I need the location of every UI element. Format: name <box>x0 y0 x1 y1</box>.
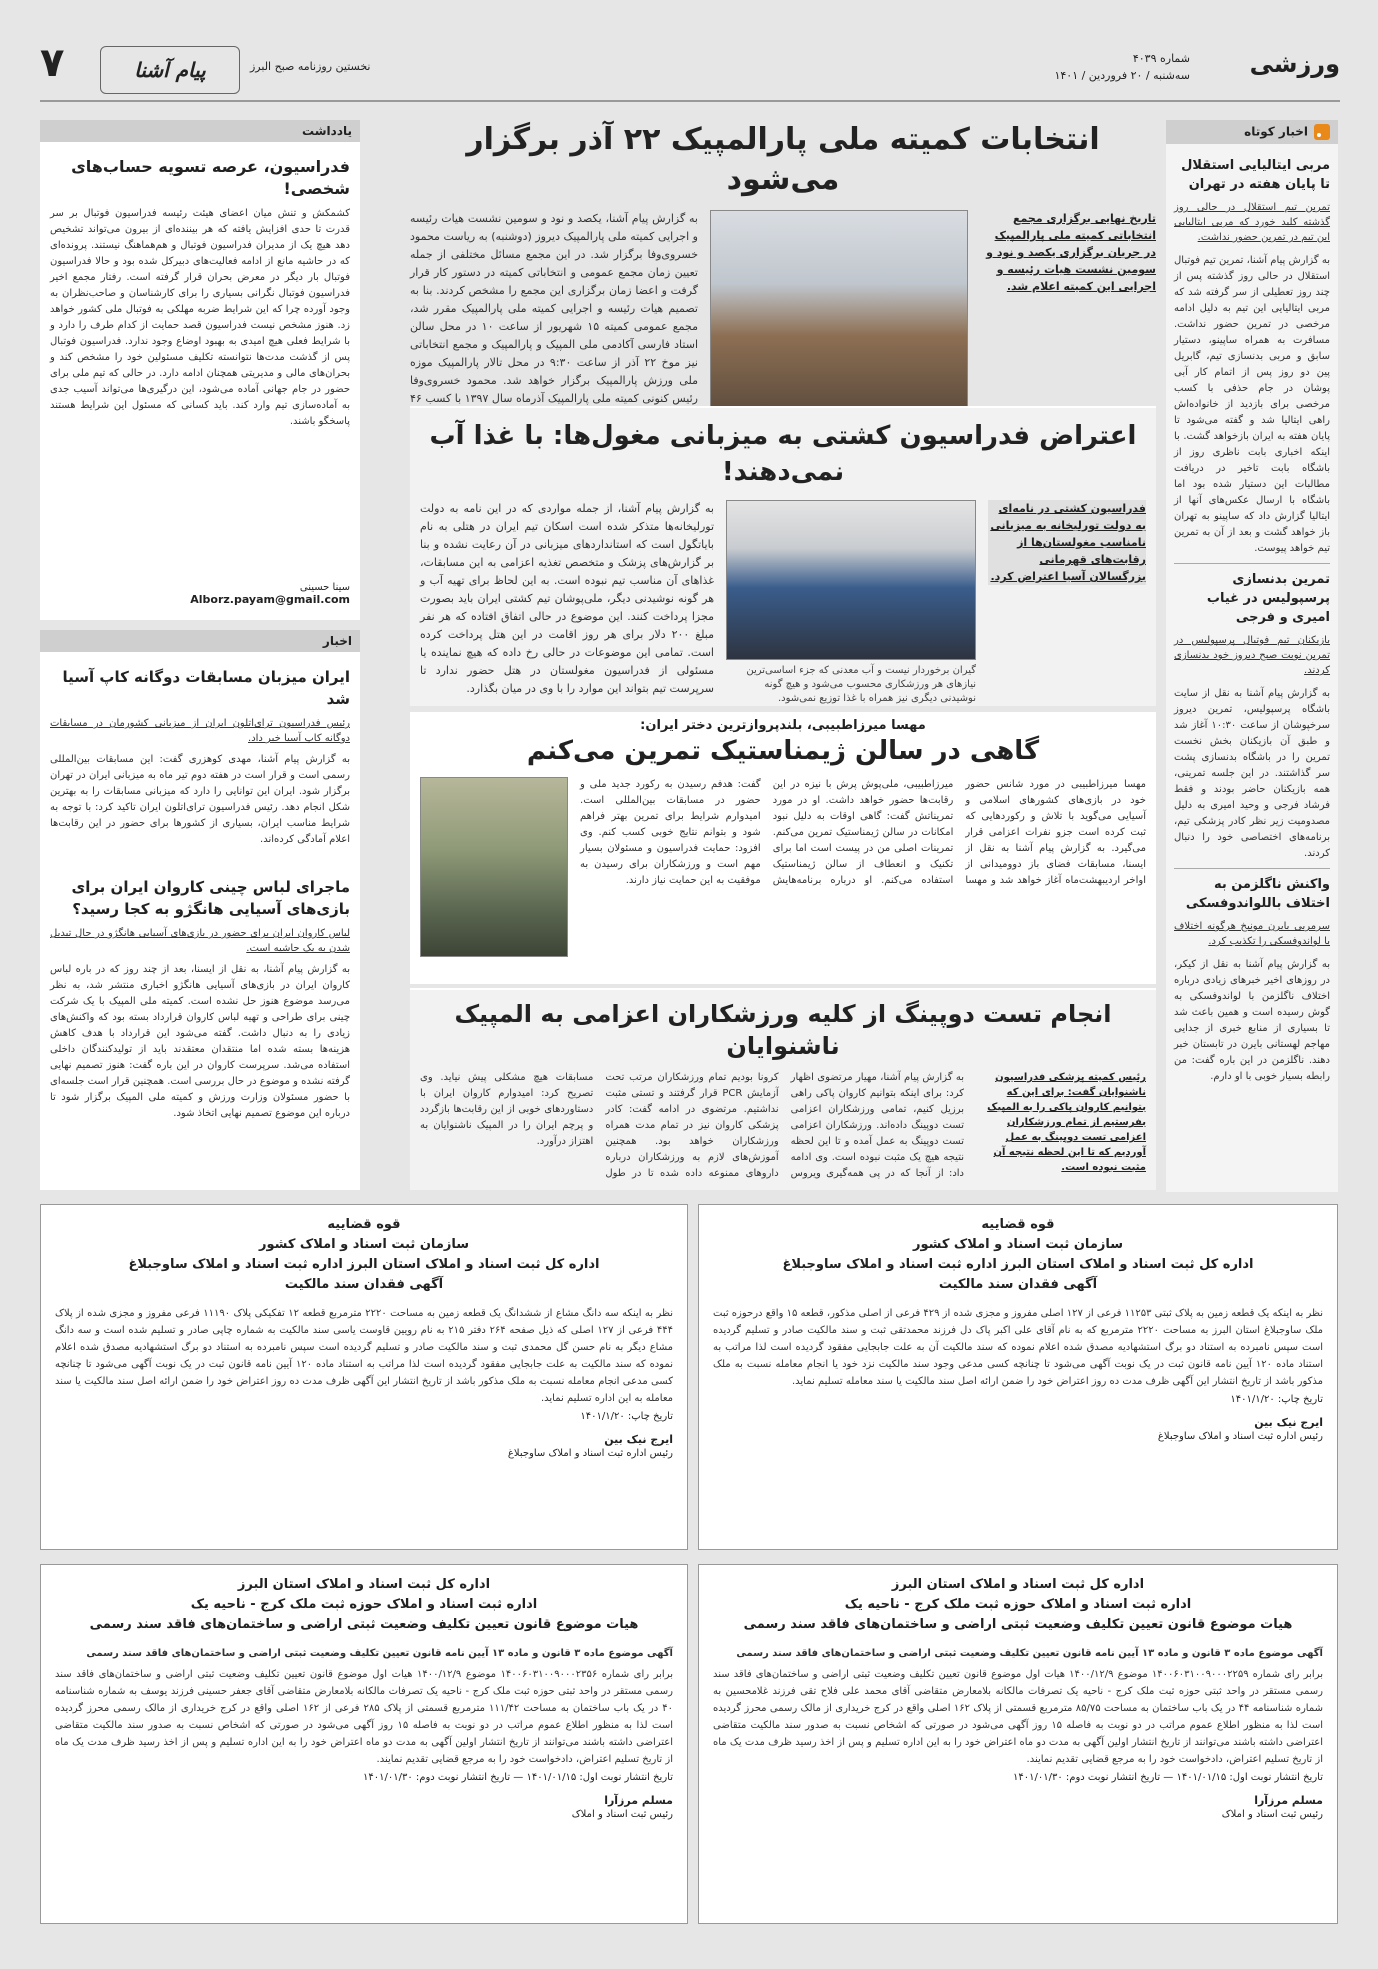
divider <box>1174 563 1330 564</box>
ad-4-dept: هیات موضوع قانون تعیین تکلیف وضعیت ثبتی اراضی و ساختمان‌های فاقد سند رسمی <box>89 1617 639 1632</box>
opinion-author: سینا حسینی <box>299 582 350 593</box>
brief-2-lead: بازیکنان تیم فوتبال پرسپولیس در تمرین نوبت صبح دیروز خود بدنسازی کردند. <box>1174 635 1330 676</box>
ad-1-org: قوه قضاییه <box>981 1217 1055 1232</box>
ad-1-text: نظر به اینکه یک قطعه زمین به پلاک ثبتی ۱۱۲۵۳ فرعی از ۱۲۷ اصلی مفروز و مجزی شده از ۴۲۹ فرعی از اصلی مذکور، قطعه ۱۵ واقع درحوزه ثبت ملک ساوجبلاغ استان البرز به مساحت ۲۲۲۰ مترمربع که به نام آقای علی اکبر پاک دل فرزند محمدتقی ثبت و سند مالکیت صادر و تسلیم گردیده است سپس نامبرده به استناد دو برگ استشهادیه مصدق شده اعلام نموده که سند مالکیت آن به علت جابجایی مفقود گردیده است لذا مراتب به استناد ماده ۱۲۰ آیین نامه قانون ثبت در یک نوبت آگهی می‌شود تا چنانچه کسی مدعی وجود سند مالکیت نزد خود یا انجام معامله نسبت به ملک مذکور باشد از تاریخ انتشار این آگهی ظرف مدت ده روز اعتراض خود را ضمن ارائه اصل سند مالکیت یا سند معامله تسلیم نماید. <box>713 1308 1324 1387</box>
ad-1-sub: سازمان ثبت اسناد و املاک کشور <box>912 1237 1124 1252</box>
brief-3-lead: سرمربی بایرن مونیخ هرگونه اختلاف با لواندوفسکی را تکذیب کرد. <box>1174 921 1330 947</box>
brief-column <box>1166 120 1338 1192</box>
ad-2-title: آگهی فقدان سند مالکیت <box>284 1277 444 1292</box>
issue-number: شماره ۴۰۳۹ <box>1132 52 1190 65</box>
news-2-text: به گزارش پیام آشنا، به نقل از ایسنا، بعد از چند روز که در باره لباس کاروان ایران در بازی‌های آسیایی هانگژو اخباری منتشر شد، به نظر می‌رسد موضوع هنوز حل نشده است. کمیته ملی المپیک با یک شرکت چینی برای طراحی و تهیه لباس کاروان قرارداد بسته بود که واکنش‌های زیادی را به دنبال داشت. گفته می‌شود این قرارداد با هدف کاهش هزینه‌ها بسته شده اما منتقدان معتقدند باید از تولیدکنندگان داخلی استفاده می‌شد. سرپرست کاروان در این باره گفت: هنوز تصمیم نهایی گرفته نشده و موضوع در حال بررسی است. همچنین قرار است جلسه‌ای با حضور مسئولان وزارت ورزش و کمیته ملی المپیک برگزار شود تا درباره این موضوع تصمیم نهایی اتخاذ شود. <box>50 964 350 1119</box>
brief-3-title: واکنش ناگلزمن به اختلاف باللواندوفسکی <box>1185 877 1330 911</box>
issue-info <box>1054 50 1190 84</box>
article-4-lead: رئیس کمیته پزشکی فدراسیون ناشنوایان گفت: برای این که بتوانیم کاروان پاکی را به المپیک بفرستیم از تمام ورزشکاران اعزامی تست دوپینگ به عمل آوردیم که تا این لحظه نتیجه آن مثبت نبوده است. <box>987 1072 1146 1173</box>
ad-3-org: اداره کل ثبت اسناد و املاک استان البرز <box>891 1577 1145 1592</box>
newspaper-logo: پیام آشنا <box>100 46 240 94</box>
opinion-title: فدراسیون، عرصه تسویه حساب‌های شخصی! <box>71 157 350 198</box>
article-1-text: به گزارش پیام آشنا، یکصد و نود و سومین نشست هیات رئیسه و اجرایی کمیته ملی پارالمپیک دیروز (دوشنبه) به ریاست محمود خسروی‌وفا برگزار شد. در این مجمع مسائل مختلفی از جمله تعیین زمان مجمع عمومی و انتخاباتی کمیته در دستور کار قرار گرفت و اعضا زمان برگزاری این مجمع را مشخص کردند. بنا به تصمیم هیات رئیسه و اجرایی کمیته ملی پارالمپیک مقرر شد، مجمع عمومی کمیته ۱۵ شهریور از ساعت ۱۰ در محل سالن استاد فارسی آکادمی ملی المپیک و پارالمپیک و مجمع انتخاباتی نیز موخ ۲۲ آذر از ساعت ۹:۳۰ در محل تالار پارالمپیک موزه ملی ورزش پارالمپیک برگزار خواهد شد. محمود خسروی‌وفا رئیس کنونی کمیته ملی پارالمپیک آذرماه سال ۱۳۹۷ با کسب ۴۶ <box>410 212 698 405</box>
article-1-lead: تاریخ نهایی برگزاری مجمع انتخاباتی کمیته ملی پارالمپیک در جریان برگزاری یکصد و نود و سومین نشست هیات رئیسه و اجرایی این کمیته اعلام شد. <box>986 212 1156 293</box>
article-3-headline: گاهی در سالن ژیمناستیک تمرین می‌کنم <box>526 736 1040 766</box>
ad-2-org: قوه قضاییه <box>327 1217 401 1232</box>
divider <box>1174 868 1330 869</box>
ad-2-signer-title: رئیس اداره ثبت اسناد و املاک ساوجبلاغ <box>507 1448 673 1459</box>
news-1-text: به گزارش پیام آشنا، مهدی کوهزری گفت: این مسابقات بین‌المللی رسمی است و قرار است در هفته دوم تیر ماه به میزبانی ایران در تهران برگزار شود. ایران این توانایی را دارد که میزبانی مسابقات را به بهترین شکل انجام دهد. رئیس فدراسیون ترای‌اتلون ایران تاکید کرد: با توجه به شرایط مناسب ایران، بسیاری از کشورها برای حضور در این رقابت‌ها اعلام آمادگی کرده‌اند. <box>50 754 350 845</box>
ad-3-dept: هیات موضوع قانون تعیین تکلیف وضعیت ثبتی اراضی و ساختمان‌های فاقد سند رسمی <box>743 1617 1293 1632</box>
opinion-header: یادداشت <box>40 120 360 142</box>
ad-4-org: اداره کل ثبت اسناد و املاک استان البرز <box>237 1577 491 1592</box>
ad-3-title: آگهی موضوع ماده ۳ قانون و ماده ۱۳ آیین نامه قانون تعیین تکلیف وضعیت ثبتی اراضی و ساختمان‌های فاقد سند رسمی <box>736 1648 1323 1659</box>
ad-3-date: تاریخ انتشار نوبت اول: ۱۴۰۱/۰۱/۱۵ — تاریخ انتشار نوبت دوم: ۱۴۰۱/۰۱/۳۰ <box>1013 1772 1323 1783</box>
article-2-text: به گزارش پیام آشنا، از جمله مواردی که در این نامه به دولت تورلیخانه‌ها متذکر شده است اسکان تیم ایران در هتلی به نام بایاتگول است که استانداردهای میزبانی در آن رعایت نشده و بنا بر گزارش‌های پزشک و متخصص تغذیه اعزامی به این مسابقات، غذاهای آن مناسب تیم نبوده است. به این لحاظ برای تهیه آب و هر گونه نوشیدنی دیگر، ملی‌پوشان تیم کشتی ایران باید بصورت مجزا پرداخت کنند. این موضوع در حالی اتفاق افتاده که هر نفر مبلغ ۲۰۰ دلار برای هر روز اقامت در این هتل پرداخت کرده است. تمامی این موضوعات در حالی رخ داده که هیچ نماینده یا مسئولی از فدراسیون مغولستان در هتل حضور ندارد تا سرپرست تیم بتواند این موارد را با وی در میان بگذارد. <box>420 502 714 695</box>
ad-2-signer: ایرج نیک بین <box>604 1433 673 1446</box>
ad-2-dept: اداره کل ثبت اسناد و املاک استان البرز اداره ثبت اسناد و املاک ساوجبلاغ <box>128 1257 600 1272</box>
ad-4-signer-title: رئیس ثبت اسناد و املاک <box>571 1809 673 1820</box>
news-column <box>40 630 360 1190</box>
ad-4-signer: مسلم مرزآرا <box>604 1794 673 1807</box>
article-wrestling <box>410 406 1156 706</box>
brief-header: اخبار کوتاه <box>1166 120 1338 144</box>
wrestlers-photo <box>726 500 976 660</box>
ad-2-text: نظر به اینکه سه دانگ مشاع از ششدانگ یک قطعه زمین به مساحت ۲۲۲۰ مترمربع قطعه ۱۲ تفکیکی پلاک ۱۱۱۹۰ فرعی مفروز و مجزی شده از پلاک ۴۴۴ فرعی از ۱۲۷ اصلی که ذیل صفحه ۲۶۴ دفتر ۲۱۵ به نام رویین قاوست یاسی سند مالکیت به شماره چاپی صادر و تسلیم شده است و سه دانگ مشاع دیگر به نام حسن گل محمدی ثبت و سند مالکیت صادر و تسلیم گردیده است سپس نامبرده به استناد دو برگ استشهادیه مصدق شده اعلام نموده که سند مالکیت به علت جابجایی مفقود گردیده است لذا مراتب به استناد ماده ۱۲۰ آیین نامه قانون ثبت در یک نوبت آگهی می‌شود تا چنانچه کسی مدعی انجام معامله نسبت به ملک مذکور باشد از تاریخ انتشار این آگهی ظرف مدت ده روز اعتراض خود را ضمن ارائه اصل سند مالکیت یا سند معامله به این اداره تسلیم نماید. <box>55 1308 673 1404</box>
ad-1-title: آگهی فقدان سند مالکیت <box>938 1277 1098 1292</box>
ad-3-text: برابر رای شماره ۱۴۰۰۶۰۳۱۰۰۹۰۰۰۲۲۵۹ موضوع ۱۴۰۰/۱۲/۹ هیات اول موضوع قانون تعیین تکلیف وضعیت ثبتی اراضی و ساختمان‌های فاقد سند رسمی مستقر در واحد ثبتی حوزه ثبت ملک کرج - ناحیه یک تصرفات مالکانه بلامعارض متقاضی آقای محمد علی فلاح تقی فرزند غلامحسین به شماره شناسنامه ۴۴ در یک باب ساختمان به مساحت ۸۵/۷۵ مترمربع قسمتی از پلاک ۱۶۲ اصلی واقع در کرج خریداری از مالک رسمی محرز گردیده است لذا به منظور اطلاع عموم مراتب در دو نوبت به فاصله ۱۵ روز آگهی می‌شود در صورتی که اشخاص نسبت به صدور سند مالکیت متقاضی اعتراضی داشته باشند می‌توانند از تاریخ انتشار اولین آگهی به مدت دو ماه اعتراض خود را به این اداره تسلیم و پس از اخذ رسید ظرف مدت یک ماه از تاریخ تسلیم اعتراض، دادخواست خود را به مرجع قضایی تقدیم نمایند. <box>713 1669 1323 1765</box>
legal-ad-2 <box>40 1204 688 1550</box>
brief-2-title: تمرین بدنسازی پرسپولیس در غیاب امیری و فرجی <box>1206 572 1330 625</box>
brief-3-text: به گزارش پیام آشنا به نقل از کیکر، در روزهای اخیر خبرهای زیادی درباره اختلاف ناگلزمن با لواندوفسکی به گوش رسیده است و همین باعث شد تا بسیاری از منابع خبری از جدایی مهاجم لهستانی بایرن در تابستان خبر دهند. ناگلزمن در این باره گفت: من رابطه بسیار خوبی با او دارم. <box>1174 959 1330 1082</box>
article-2-headline: اعتراض فدراسیون کشتی به میزبانی مغول‌ها: با غذا آب نمی‌دهند! <box>429 421 1137 487</box>
ad-1-signer: ایرج نیک بین <box>1254 1416 1323 1429</box>
brief-2-text: به گزارش پیام آشنا به نقل از سایت باشگاه پرسپولیس، تمرین دیروز سرخپوشان از ساعت ۱۰:۳۰ آغاز شد و طبق آن بازیکنان بخش نخست تمرین را در باشگاه بدنسازی پشت سر گذاشتند. در این جلسه تمرینی، همه بازیکنان حاضر بودند و فقط فرشاد فرجی و وحید امیری به دلیل مصدومیت زیر نظر کادر پزشکی تیم، برنامه‌های اختصاصی خود را دنبال کردند. <box>1174 688 1330 859</box>
article-polevault <box>410 712 1156 984</box>
ad-3-signer: مسلم مرزآرا <box>1254 1794 1323 1807</box>
news-1-lead: رئیس فدراسیون ترای‌اتلون ایران از میزبانی کشورمان در مسابقات دوگانه کاپ آسیا خبر داد. <box>50 718 350 744</box>
news-1-title: ایران میزبان مسابقات دوگانه کاپ آسیا شد <box>62 668 350 708</box>
article-4-headline: انجام تست دوپینگ از کلیه ورزشکاران اعزامی به المپیک ناشنوایان <box>454 1000 1112 1060</box>
ad-4-date: تاریخ انتشار نوبت اول: ۱۴۰۱/۰۱/۱۵ — تاریخ انتشار نوبت دوم: ۱۴۰۱/۰۱/۳۰ <box>363 1772 673 1783</box>
legal-ad-1 <box>698 1204 1338 1550</box>
legal-ad-4 <box>40 1564 688 1924</box>
article-doping <box>410 988 1156 1190</box>
ad-2-sub: سازمان ثبت اسناد و املاک کشور <box>258 1237 470 1252</box>
legal-ad-3 <box>698 1564 1338 1924</box>
ad-2-date: تاریخ چاپ: ۱۴۰۱/۱/۲۰ <box>580 1411 673 1422</box>
athlete-photo <box>420 777 568 957</box>
opinion-email[interactable]: Alborz.payam@gmail.com <box>190 593 350 606</box>
article-2-lead: فدراسیون کشتی در نامه‌ای به دولت تورلیخانه به میزبانی نامناسب مغولستان‌ها از رقابت‌های قهرمانی بزرگسالان آسیا اعتراض کرد. <box>988 500 1146 585</box>
news-2-title: ماجرای لباس چینی کاروان ایران برای بازی‌های آسیایی هانگژو به کجا رسید؟ <box>71 878 350 918</box>
brief-1-text: به گزارش پیام آشنا، تمرین تیم فوتبال استقلال در حالی روز گذشته پس از چند روز تعطیلی از سر گرفته شد که مربی ایتالیایی این تیم به دلیل ادامه مرخصی در تمرین حضور نداشت. مسافرت به همراه ساپینو، دستیار سابق و مربی بدنسازی تیم، گابریل پین دو روز پس از اتمام کار آبی پوشان در جام حذفی با کسب مرخصی برای بازدید از خانواده‌اش راهی ایتالیا شد و گفته می‌شود تا پایان هفته به ایران بازخواهد گشت. با اینکه اخباری بابت ناظری روز از باشگاه بابت تاخیر در دریافت مطالبات این دستیار شده بود اما باشگاه با ارسال عکس‌های آنها از ایتالیا گزارش داد که ساپینو به تهران باز خواهد گشت و بعد از آن به تمرین تیم خواهد پیوست. <box>1174 255 1330 554</box>
news-header: اخبار <box>40 630 360 652</box>
article-3-text: مهسا میرزاطبیبی در مورد شانس حضور خود در بازی‌های کشورهای اسلامی و آسیایی می‌گوید با تلاش و رکوردهایی که ثبت کرده است جزو نفرات اعزامی قرار می‌گیرد. به گزارش پیام آشنا به نقل از ایسنا، مسابقات فضای باز دوومیدانی از اواخر اردیبهشت‌ماه آغاز خواهد شد و مهسا میرزاطبیبی، ملی‌پوش پرش با نیزه در این رقابت‌ها حضور خواهد داشت. او در مورد تمریناتش گفت: گاهی اوقات به دلیل نبود امکانات در سالن ژیمناستیک تمرین می‌کنم. تمرینات اصلی من در پیست است اما برای تکنیک و انعطاف از سالن ژیمناستیک استفاده می‌کنم. او درباره برنامه‌هایش گفت: هدفم رسیدن به رکورد جدید ملی و حضور در مسابقات بین‌المللی است. امیدوارم شرایط برای تمرین بهتر فراهم شود و بتوانم نتایج خوبی کسب کنم. وی افزود: حمایت فدراسیون و مسئولان بسیار مهم است و ورزشکاران برای رسیدن به موفقیت به این حمایت نیاز دارند. <box>580 779 1146 886</box>
ad-4-sub: اداره ثبت اسناد و املاک حوزه ثبت ملک کرج - ناحیه یک <box>190 1597 538 1612</box>
ad-1-dept: اداره کل ثبت اسناد و املاک استان البرز اداره ثبت اسناد و املاک ساوجبلاغ <box>782 1257 1254 1272</box>
article-2-caption: گیران برخوردار نیست و آب معدنی که جزء اساسی‌ترین نیازهای هر ورزشکاری محسوب می‌شود و هیچ گونه نوشیدنی دیگری نیز همراه با غذا توزیع نمی‌شود. <box>746 665 976 704</box>
meeting-photo <box>710 210 968 420</box>
ad-4-title: آگهی موضوع ماده ۳ قانون و ماده ۱۳ آیین نامه قانون تعیین تکلیف وضعیت ثبتی اراضی و ساختمان‌های فاقد سند رسمی <box>86 1648 673 1659</box>
article-4-text: به گزارش پیام آشنا، مهیار مرتضوی اظهار کرد: برای اینکه بتوانیم کاروان پاکی راهی برزیل کنیم، تمامی ورزشکاران اعزامی تست دوپینگ داده‌اند. ورزشکاران اعزامی تست دوپینگ به عمل آمده و تا این لحظه نتیجه هیچ یک مثبت نبوده است. وی ادامه داد: از آنجا که در پی همه‌گیری ویروس کرونا بودیم تمام ورزشکاران مرتب تحت آزمایش PCR قرار گرفتند و تستی مثبت نداشتیم. مرتضوی در ادامه گفت: کادر پزشکی کاروان نیز در تمام مدت همراه ورزشکاران خواهد بود. همچنین آموزش‌های لازم به ورزشکاران درباره داروهای ممنوعه داده شده تا در طول مسابقات هیچ مشکلی پیش نیاید. وی تصریح کرد: امیدوارم کاروان ایران با دستاوردهای خوبی از این رقابت‌ها بازگردد و پرچم ایران را در المپیک ناشنوایان به اهتزاز درآورد. <box>420 1072 964 1179</box>
opinion-text: کشمکش و تنش میان اعضای هیئت رئیسه فدراسیون فوتبال بر سر قدرت تا حدی افزایش یافته که هر بیننده‌ای از بیرون می‌تواند تشخیص دهد هیچ یک از مدیران فدراسیون فوتبال و هم‌هماهنگ نیستند. پرونده‌ای که در حاشیه مانع از ادامه فعالیت‌های دبیرکل شده بود و حالا فدراسیون فوتبال بار دیگر در معرض بحران قرار گرفته است. رفتار مجمع اخیر فدراسیون فوتبال نگرانی بسیاری را برای کارشناسان و صاحب‌نظران به وجود آورده چرا که این شرایط ضربه مهلکی به فوتبال ملی کشور خواهد زد. هنوز مشخص نیست فدراسیون قصد حمایت از کدام طرف را دارد و با شرایط فعلی هیچ امیدی به بهبود اوضاع وجود ندارد. فدراسیون فوتبال پس از گذشت مدت‌ها نتوانسته تکلیف مسئولین خود را مشخص کند و بحران‌های مالی و مدیریتی همچنان ادامه دارد. در حالی که تیم ملی برای حضور در جام جهانی آماده می‌شود، این درگیری‌ها می‌تواند آسیب جدی به آماده‌سازی تیم وارد کند. باید کسانی که مسئول این شرایط هستند پاسخگو باشند. <box>50 208 350 427</box>
article-1-headline: انتخابات کمیته ملی پارالمپیک ۲۲ آذر برگزار می‌شود <box>466 122 1100 197</box>
brief-1-title: مربی ایتالیایی استقلال تا پایان هفته در تهران <box>1181 158 1330 192</box>
page-number: ۷ <box>40 40 65 86</box>
ad-3-sub: اداره ثبت اسناد و املاک حوزه ثبت ملک کرج - ناحیه یک <box>844 1597 1192 1612</box>
article-3-kicker: مهسا میرزاطبیبی، بلندپروازترین دختر ایران: <box>640 718 926 733</box>
newspaper-slogan: نخستین روزنامه صبح البرز <box>250 60 371 73</box>
brief-1-lead: تمرین تیم استقلال در حالی روز گذشته کلید خورد که مربی ایتالیایی این تیم در تمرین حضور نداشت. <box>1174 202 1330 243</box>
article-paralympic <box>410 120 1156 405</box>
news-2-lead: لباس کاروان ایران برای حضور در بازی‌های آسیایی هانگژو در حال تبدیل شدن به یک حاشیه است. <box>50 928 350 954</box>
ad-4-text: برابر رای شماره ۱۴۰۰۶۰۳۱۰۰۹۰۰۰۲۳۵۶ موضوع ۱۴۰۰/۱۲/۹ هیات اول موضوع قانون تعیین تکلیف وضعیت ثبتی اراضی و ساختمان‌های فاقد سند رسمی مستقر در واحد ثبتی حوزه ثبت ملک کرج - ناحیه یک تصرفات مالکانه بلامعارض متقاضی آقای جعفر حسینی فرزند یوسف به شماره شناسنامه ۴۰ در یک باب ساختمان به مساحت ۱۱۱/۴۲ مترمربع قسمتی از پلاک ۲۸۵ فرعی از ۱۶۲ اصلی واقع در کرج خریداری از مالک رسمی محرز گردیده است لذا به منظور اطلاع عموم مراتب در دو نوبت به فاصله ۱۵ روز آگهی می‌شود در صورتی که اشخاص نسبت به صدور سند مالکیت متقاضی اعتراضی داشته باشند می‌توانند از تاریخ انتشار اولین آگهی به مدت دو ماه اعتراض خود را به این اداره تسلیم و پس از اخذ رسید ظرف مدت یک ماه از تاریخ تسلیم اعتراض، دادخواست خود را به مرجع قضایی تقدیم نمایند. <box>55 1669 673 1765</box>
issue-date: سه‌شنبه / ۲۰ فروردین / ۱۴۰۱ <box>1054 69 1190 82</box>
opinion-column <box>40 120 360 620</box>
ad-1-date: تاریخ چاپ: ۱۴۰۱/۱/۲۰ <box>1230 1394 1323 1405</box>
ad-1-signer-title: رئیس اداره ثبت اسناد و املاک ساوجبلاغ <box>1157 1431 1323 1442</box>
masthead <box>40 40 1340 102</box>
rss-icon <box>1314 124 1330 140</box>
section-title: ورزشی <box>1249 50 1340 78</box>
ad-3-signer-title: رئیس ثبت اسناد و املاک <box>1221 1809 1323 1820</box>
